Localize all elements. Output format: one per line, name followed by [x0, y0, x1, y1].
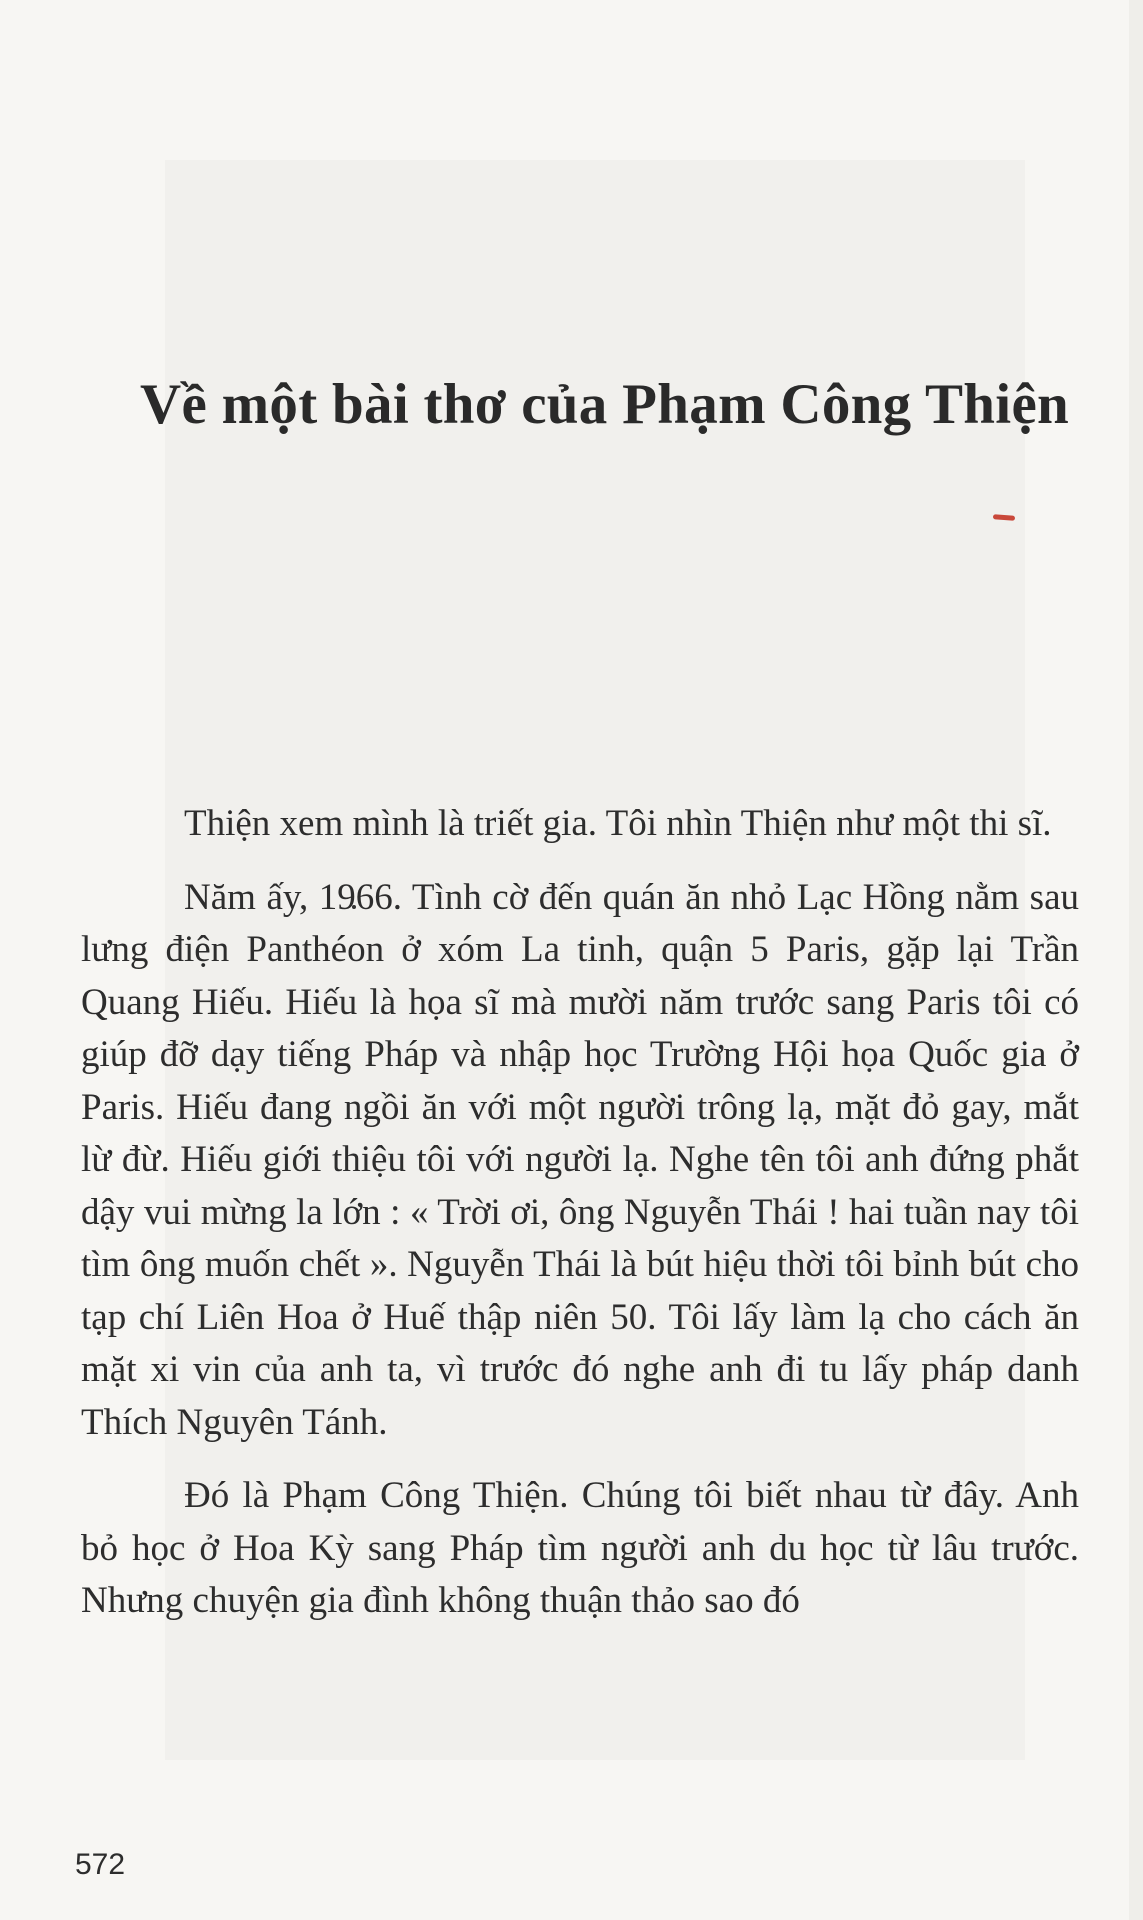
paragraph-1: Thiện xem mình là triết gia. Tôi nhìn Thiện như một thi sĩ.: [184, 803, 1052, 844]
page-edge: [1129, 0, 1143, 1920]
page-number: 572: [75, 1848, 126, 1881]
paragraph-3: Đó là Phạm Công Thiện. Chúng tôi biết nhau từ đây. Anh bỏ học ở Hoa Kỳ sang Pháp tìm người anh du học từ lâu trước. Nhưng chuyện gia đình không thuận thảo sao đó: [81, 1475, 1079, 1621]
chapter-title: Về một bài thơ của Phạm Công Thiện: [140, 373, 1070, 436]
body-text: [81, 798, 1079, 1649]
paragraph-2: Năm ấy, 1966. Tình cờ đến quán ăn nhỏ Lạc Hồng nằm sau lưng điện Panthéon ở xóm La tinh, quận 5 Paris, gặp lại Trần Quang Hiếu. Hiếu là họa sĩ mà mười năm trước sang Paris tôi có giúp đỡ dạy tiếng Pháp và nhập học Trường Hội họa Quốc gia ở Paris. Hiếu đang ngồi ăn với một người trông lạ, mặt đỏ gay, mắt lừ đừ. Hiếu giới thiệu tôi với người lạ. Nghe tên tôi anh đứng phắt dậy vui mừng la lớn : « Trời ơi, ông Nguyễn Thái ! hai tuần nay tôi tìm ông muốn chết ». Nguyễn Thái là bút hiệu thời tôi bỉnh bút cho tạp chí Liên Hoa ở Huế thập niên 50. Tôi lấy làm lạ cho cách ăn mặt xi vin của anh ta, vì trước đó nghe anh đi tu lấy pháp danh Thích Nguyên Tánh.: [81, 876, 1079, 1443]
